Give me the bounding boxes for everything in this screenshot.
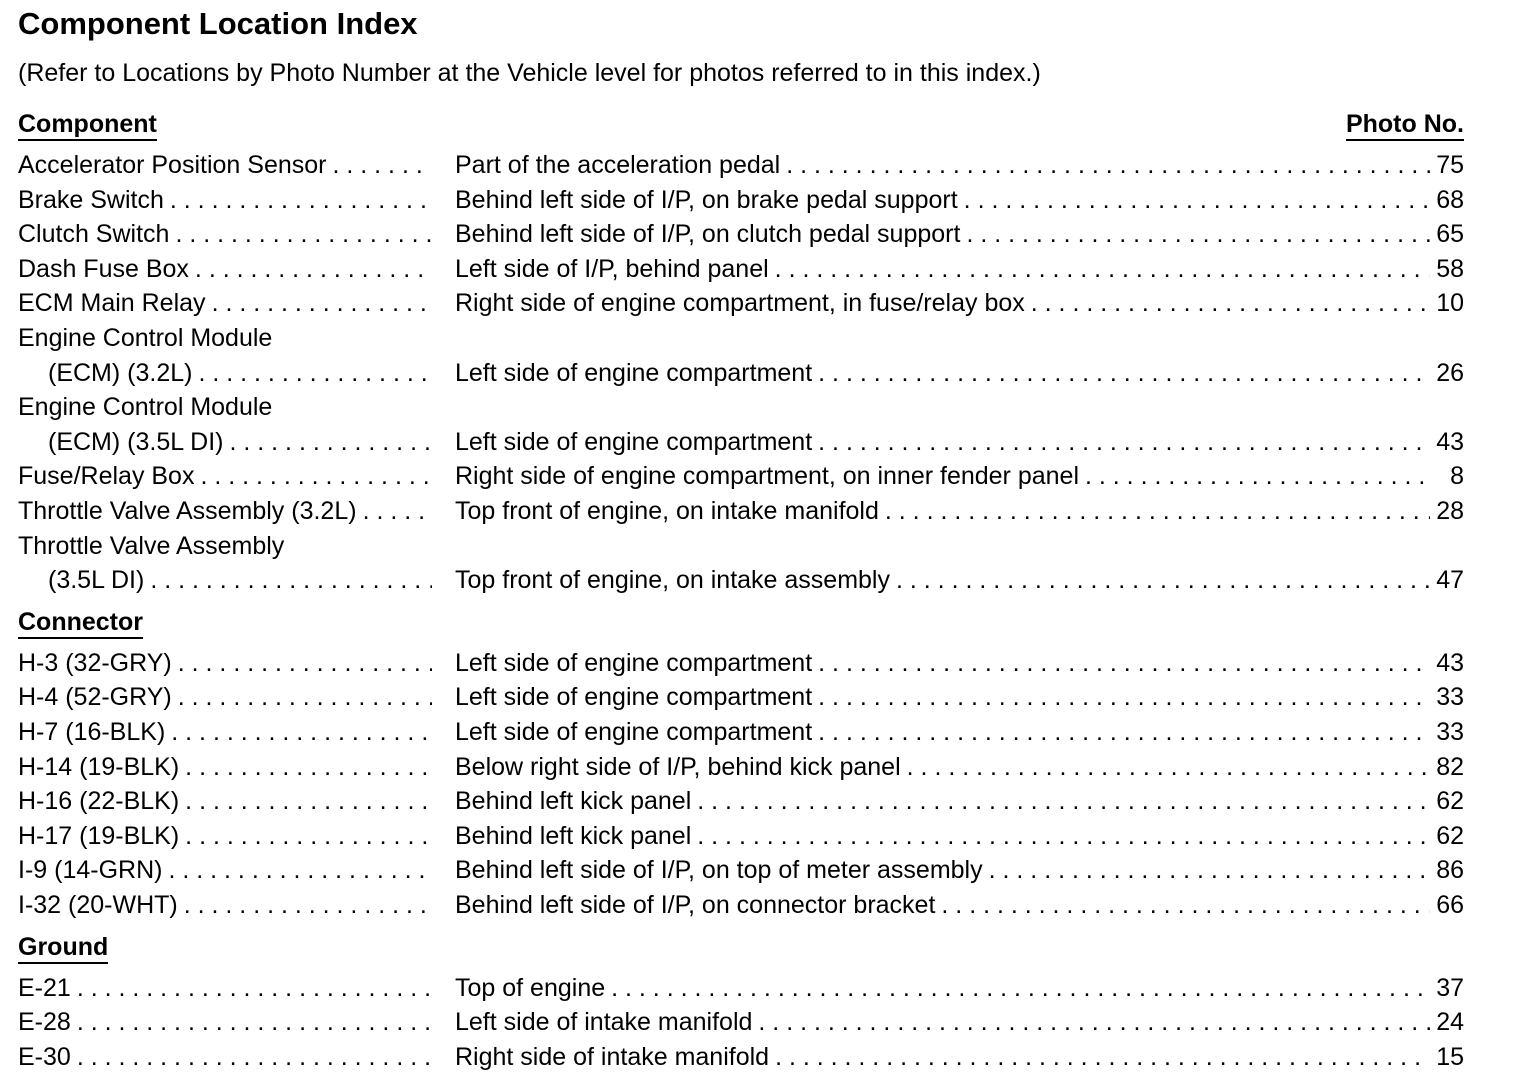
row-name-line xyxy=(18,529,1464,563)
name-cell xyxy=(18,819,438,853)
component-name: ECM Main Relay xyxy=(18,289,206,318)
section-header xyxy=(18,606,143,638)
table-row xyxy=(18,252,1464,286)
photo-number: 82 xyxy=(1436,752,1464,781)
leader-dots xyxy=(162,853,438,887)
leader-dots xyxy=(691,784,1436,818)
section-header-label: Component xyxy=(18,110,157,141)
location-text: Left side of engine compartment xyxy=(455,358,813,387)
leader-dots xyxy=(144,563,438,597)
table-row xyxy=(18,217,1464,251)
photo-number: 26 xyxy=(1436,358,1464,387)
table-row xyxy=(18,715,1464,749)
section-header-label: Connector xyxy=(18,608,143,639)
photo-number: 24 xyxy=(1436,1008,1464,1037)
component-name: H-17 (19-BLK) xyxy=(18,821,180,850)
name-cell xyxy=(18,680,438,714)
leader-dots xyxy=(901,750,1437,784)
component-name-line1: Engine Control Module xyxy=(18,393,273,422)
name-cell xyxy=(18,356,438,390)
table-row xyxy=(18,680,1464,714)
table-row xyxy=(18,148,1464,182)
leader-dots xyxy=(780,148,1436,182)
table-row xyxy=(18,563,1464,597)
name-cell xyxy=(18,494,438,528)
photo-no-header xyxy=(1346,108,1464,140)
row-name-line xyxy=(18,321,1464,355)
photo-number: 43 xyxy=(1436,427,1464,456)
location-text: Left side of engine compartment xyxy=(455,648,813,677)
location-text: Part of the acceleration pedal xyxy=(455,151,781,179)
location-text: Behind left side of I/P, on clutch pedal support xyxy=(455,220,961,249)
component-name: H-14 (19-BLK) xyxy=(18,752,180,781)
section-header xyxy=(18,108,157,140)
name-cell xyxy=(18,148,438,182)
photo-number: 62 xyxy=(1436,787,1464,816)
component-name: H-3 (32-GRY) xyxy=(18,648,172,677)
leader-dots xyxy=(983,853,1437,887)
table-row xyxy=(18,1040,1464,1074)
leader-dots xyxy=(192,356,438,390)
location-text: Behind left kick panel xyxy=(455,787,692,816)
location-cell xyxy=(455,784,1464,818)
leader-dots xyxy=(769,1040,1436,1074)
component-name: Fuse/Relay Box xyxy=(18,462,195,491)
location-text: Left side of engine compartment xyxy=(455,718,813,746)
table-row xyxy=(18,853,1464,887)
component-name-line1: Engine Control Module xyxy=(18,324,273,352)
location-cell xyxy=(455,217,1464,251)
table-row xyxy=(18,1005,1464,1039)
location-cell xyxy=(455,148,1464,182)
photo-number: 62 xyxy=(1436,821,1464,850)
location-text: Right side of intake manifold xyxy=(455,1042,770,1071)
location-cell xyxy=(455,715,1464,749)
leader-dots xyxy=(71,971,438,1005)
location-cell xyxy=(455,680,1464,714)
leader-dots xyxy=(165,715,438,749)
leader-dots xyxy=(812,425,1436,459)
component-name: I-9 (14-GRN) xyxy=(18,856,163,885)
name-cell xyxy=(18,183,438,217)
location-text: Left side of intake manifold xyxy=(455,1008,753,1037)
leader-dots xyxy=(812,646,1436,680)
component-name: Throttle Valve Assembly (3.2L) xyxy=(18,497,357,525)
component-name: Clutch Switch xyxy=(18,220,170,249)
location-cell xyxy=(455,971,1464,1005)
name-cell xyxy=(18,853,438,887)
location-cell xyxy=(455,252,1464,286)
leader-dots xyxy=(769,252,1437,286)
name-cell xyxy=(18,784,438,818)
leader-dots xyxy=(169,217,438,251)
component-name: I-32 (20-WHT) xyxy=(18,891,178,919)
table-row xyxy=(18,750,1464,784)
leader-dots xyxy=(1079,459,1438,493)
table-row xyxy=(18,425,1464,459)
page-title: Component Location Index xyxy=(18,6,418,41)
location-text: Left side of I/P, behind panel xyxy=(455,254,769,283)
leader-dots xyxy=(189,252,438,286)
table-row xyxy=(18,459,1464,493)
location-text: Top front of engine, on intake manifold xyxy=(455,497,879,525)
photo-number: 33 xyxy=(1436,683,1464,712)
component-name: H-16 (22-BLK) xyxy=(18,787,180,816)
leader-dots xyxy=(172,646,438,680)
table-row xyxy=(18,971,1464,1005)
leader-dots xyxy=(812,356,1436,390)
photo-number: 75 xyxy=(1436,151,1464,179)
photo-number: 28 xyxy=(1436,497,1464,525)
leader-dots xyxy=(879,494,1436,528)
component-name: (ECM) (3.2L) xyxy=(48,358,193,387)
location-text: Left side of engine compartment xyxy=(455,683,813,712)
component-name: (ECM) (3.5L DI) xyxy=(48,427,224,456)
leader-dots xyxy=(326,148,438,182)
name-cell xyxy=(18,425,438,459)
component-name: (3.5L DI) xyxy=(48,566,145,595)
photo-number: 66 xyxy=(1436,891,1464,919)
component-name: E-28 xyxy=(18,1008,71,1037)
table-row xyxy=(18,494,1464,528)
table-row xyxy=(18,183,1464,217)
location-text: Top front of engine, on intake assembly xyxy=(455,566,890,595)
component-name: H-4 (52-GRY) xyxy=(18,683,172,712)
name-cell xyxy=(18,971,438,1005)
location-text: Behind left side of I/P, on top of meter assembly xyxy=(455,856,983,885)
name-cell xyxy=(18,1040,438,1074)
leader-dots xyxy=(812,680,1436,714)
photo-number: 86 xyxy=(1436,856,1464,885)
name-cell xyxy=(18,217,438,251)
photo-number: 65 xyxy=(1436,220,1464,249)
location-cell xyxy=(455,1040,1464,1074)
photo-number: 43 xyxy=(1436,648,1464,677)
location-cell xyxy=(455,356,1464,390)
location-text: Top of engine xyxy=(455,973,606,1002)
leader-dots xyxy=(164,183,438,217)
photo-number: 33 xyxy=(1436,718,1464,746)
location-text: Behind left side of I/P, on brake pedal support xyxy=(455,185,958,214)
component-name: Brake Switch xyxy=(18,185,164,214)
component-name: E-30 xyxy=(18,1042,71,1071)
location-cell xyxy=(455,819,1464,853)
component-name: E-21 xyxy=(18,973,71,1002)
location-cell xyxy=(455,183,1464,217)
location-text: Left side of engine compartment xyxy=(455,427,813,456)
table-row xyxy=(18,819,1464,853)
location-cell xyxy=(455,853,1464,887)
name-cell xyxy=(18,646,438,680)
name-cell xyxy=(18,459,438,493)
location-cell xyxy=(455,494,1464,528)
reference-note: (Refer to Locations by Photo Number at the Vehicle level for photos referred to in this index.) xyxy=(18,59,1041,87)
location-text: Below right side of I/P, behind kick panel xyxy=(455,752,901,781)
location-text: Behind left side of I/P, on connector bracket xyxy=(455,891,936,919)
component-name-line1: Throttle Valve Assembly xyxy=(18,531,285,560)
leader-dots xyxy=(194,459,438,493)
location-text: Behind left kick panel xyxy=(455,821,692,850)
location-text: Right side of engine compartment, in fuse/relay box xyxy=(455,289,1025,318)
leader-dots xyxy=(71,1005,438,1039)
leader-dots xyxy=(223,425,438,459)
name-cell xyxy=(18,252,438,286)
leader-dots xyxy=(172,680,438,714)
photo-number: 37 xyxy=(1436,973,1464,1002)
name-cell xyxy=(18,563,438,597)
leader-dots xyxy=(1025,286,1436,320)
location-text: Right side of engine compartment, on inner fender panel xyxy=(455,462,1079,491)
name-cell xyxy=(18,750,438,784)
photo-number: 8 xyxy=(1450,462,1464,491)
photo-number: 10 xyxy=(1436,289,1464,318)
table-row xyxy=(18,646,1464,680)
leader-dots xyxy=(935,888,1436,922)
leader-dots xyxy=(179,784,438,818)
photo-number: 58 xyxy=(1436,254,1464,283)
name-cell xyxy=(18,1005,438,1039)
photo-number: 15 xyxy=(1436,1042,1464,1071)
component-name: Dash Fuse Box xyxy=(18,254,189,283)
component-name: H-7 (16-BLK) xyxy=(18,718,166,746)
table-row xyxy=(18,784,1464,818)
location-cell xyxy=(455,750,1464,784)
leader-dots xyxy=(812,715,1436,749)
photo-number: 47 xyxy=(1436,566,1464,595)
leader-dots xyxy=(206,286,438,320)
table-row xyxy=(18,286,1464,320)
leader-dots xyxy=(752,1005,1436,1039)
name-cell xyxy=(18,715,438,749)
leader-dots xyxy=(960,217,1436,251)
location-cell xyxy=(455,459,1464,493)
component-name: Accelerator Position Sensor xyxy=(18,151,327,179)
name-cell xyxy=(18,286,438,320)
leader-dots xyxy=(605,971,1436,1005)
section-header xyxy=(18,931,108,963)
leader-dots xyxy=(691,819,1436,853)
name-cell xyxy=(18,888,438,922)
location-cell xyxy=(455,1005,1464,1039)
location-cell xyxy=(455,425,1464,459)
leader-dots xyxy=(179,750,438,784)
leader-dots xyxy=(958,183,1437,217)
location-cell xyxy=(455,563,1464,597)
photo-no-header-label: Photo No. xyxy=(1346,110,1464,141)
table-row xyxy=(18,356,1464,390)
row-name-line xyxy=(18,390,1464,424)
leader-dots xyxy=(178,888,438,922)
photo-number: 68 xyxy=(1436,185,1464,214)
location-cell xyxy=(455,286,1464,320)
section-header-label: Ground xyxy=(18,933,108,964)
leader-dots xyxy=(357,494,438,528)
leader-dots xyxy=(890,563,1436,597)
location-cell xyxy=(455,888,1464,922)
location-cell xyxy=(455,646,1464,680)
table-row xyxy=(18,888,1464,922)
leader-dots xyxy=(179,819,438,853)
leader-dots xyxy=(71,1040,438,1074)
